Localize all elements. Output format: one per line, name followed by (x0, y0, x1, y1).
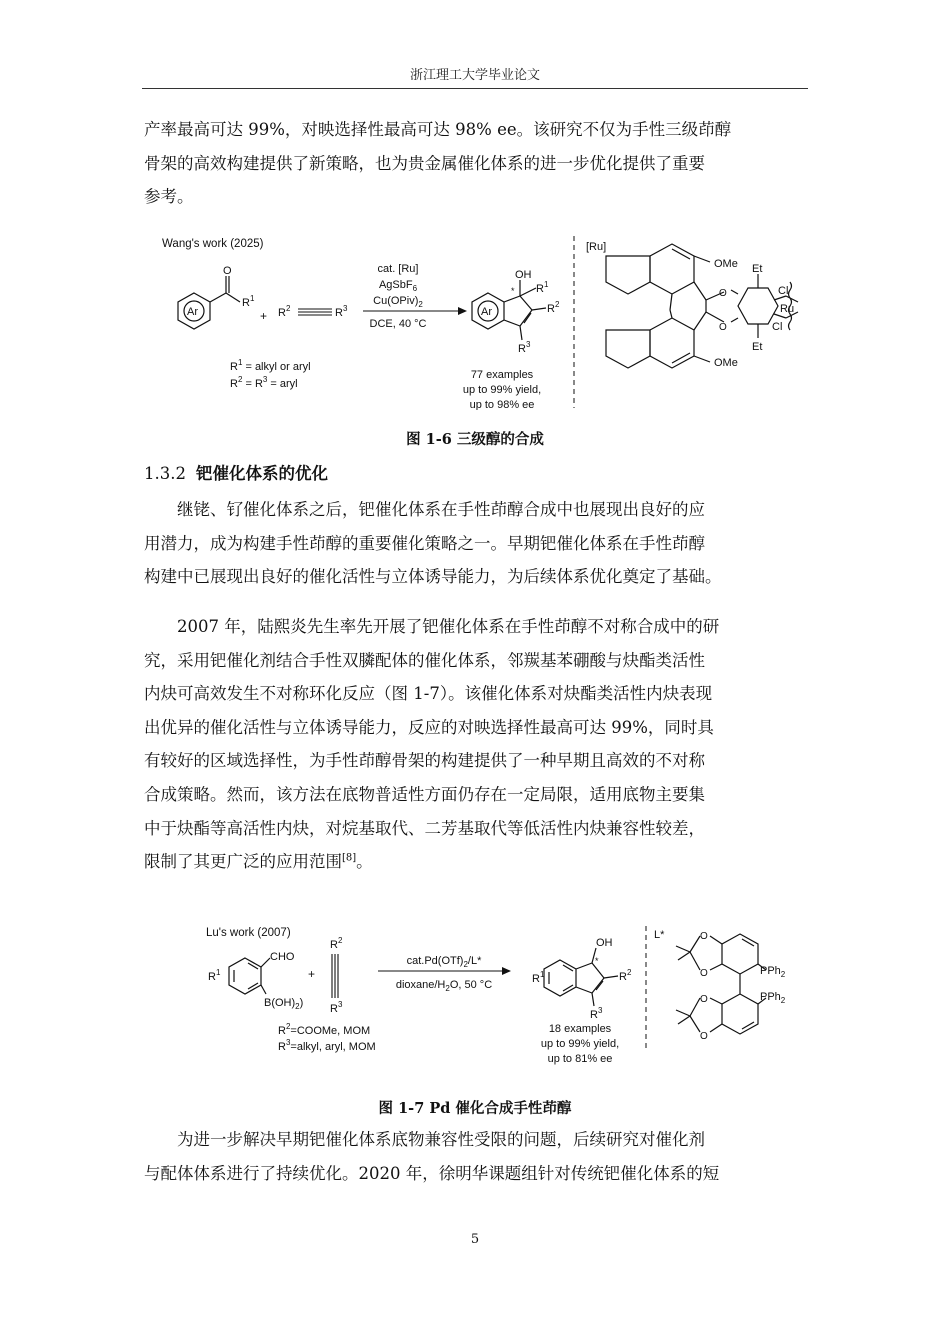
text-line: 骨架的高效构建提供了新策略，也为贵金属催化体系的进一步优化提供了重要 (144, 153, 705, 173)
text-line: 为进一步解决早期钯催化体系底物兼容性受限的问题，后续研究对催化剂 (177, 1130, 705, 1149)
work-label: Wang's work (2025) (162, 238, 264, 250)
vertical-triple-bond (332, 954, 338, 998)
scope-line-1: $R^2=COOMe$, MOM (278, 1022, 371, 1037)
phosphine-bottom: PPh$_2$ (760, 991, 786, 1005)
chloride-bottom: Cl (772, 321, 783, 333)
product-r3: $R^3$ (590, 1006, 603, 1021)
arrow-head (458, 307, 467, 315)
figure-caption-1-6: 图 1-6 三级醇的合成 (406, 431, 544, 448)
section-title: 钯催化体系的优化 (195, 464, 328, 483)
result-ee: up to 81% ee (547, 1053, 613, 1065)
aldehyde-label: CHO (270, 951, 295, 963)
result-yield: up to 99% yield, (462, 384, 542, 396)
text-line: 与配体体系进行了持续优化。2020 年，徐明华课题组针对传统钯催化体系的短 (144, 1163, 720, 1183)
result-yield: up to 99% yield, (540, 1038, 620, 1050)
stereocenter-star: * (595, 956, 599, 966)
condition-oxidant: $Cu(OPiv)_2$ (373, 295, 423, 309)
page-number: 5 (470, 1232, 480, 1247)
reaction-scheme-2 (200, 920, 800, 1070)
ligand-structure (676, 934, 766, 1034)
r1-label: $R^1$ (208, 968, 221, 983)
chloride-top: Cl (778, 285, 789, 297)
product-hydroxyl: OH (515, 269, 532, 281)
text-line: 构建中已展现出良好的催化活性与立体诱导能力，为后续体系优化奠定了基础。 (144, 567, 722, 587)
text-line: 用潜力，成为构建手性茚醇的重要催化策略之一。早期钯催化体系在手性茚醇 (144, 533, 705, 553)
condition-catalyst: cat. [Ru] (377, 263, 419, 275)
header-rule (142, 88, 808, 89)
text-line: 中于炔酯等高活性内炔，对烷基取代、二芳基取代等低活性内炔兼容性较差， (144, 818, 705, 838)
arrow-head (502, 967, 511, 975)
methoxy-bottom: OMe (714, 357, 738, 369)
citation-ref: [8] (342, 852, 357, 864)
plus-sign: + (308, 967, 316, 981)
boronic-acid-label: $B(OH)_2$) (264, 997, 304, 1011)
text-line: 继铑、钌催化体系之后，钯催化体系在手性茚醇合成中也展现出良好的应 (177, 500, 705, 519)
product-r2: $R^2$ (619, 968, 632, 983)
ethyl-top: Et (752, 263, 763, 275)
product-r2: $R^2$ (547, 300, 560, 315)
ketone-substrate (178, 276, 240, 329)
condition-catalyst: $cat.Pd(OTf)_2/L*$ (406, 955, 482, 969)
section-heading (144, 460, 328, 484)
text-line: 出优异的催化活性与立体诱导能力，反应的对映选择性最高可达 99%，同时具 (144, 717, 714, 737)
stereocenter-star: * (511, 286, 515, 296)
aryl-label: Ar (187, 306, 198, 318)
page-header: 浙江理工大学毕业论文 (409, 68, 540, 83)
text-line: 合成策略。然而，该方法在底物普适性方面仍存在一定局限，适用底物主要集 (144, 784, 705, 804)
text-line: 2007 年，陆熙炎先生率先开展了钯催化体系在手性茚醇不对称合成中的研 (177, 617, 720, 636)
text-line: 参考。 (144, 187, 194, 207)
r3-label: $R^3$ (330, 1000, 343, 1015)
text-line: 有较好的区域选择性，为手性茚醇骨架的构建提供了一种早期且高效的不对称 (144, 751, 705, 771)
ligand-oxygen-4: O (700, 1031, 708, 1042)
text-line: 究，采用钯催化剂结合手性双膦配体的催化体系，邻羰基苯硼酸与炔酯类活性 (144, 650, 705, 670)
alkyne-r2: $R^2$ (278, 304, 291, 319)
text-line: 产率最高可达 99%，对映选择性最高可达 98% ee。该研究不仅为手性三级茚醇 (144, 120, 732, 139)
catalyst-label: [Ru] (586, 241, 607, 253)
paragraph-optimization (144, 1123, 806, 1190)
phosphine-top: PPh$_2$ (760, 965, 786, 979)
section-number: 1.3.2 (144, 464, 186, 483)
reaction-scheme-1 (158, 230, 808, 410)
product-r1: $R^1$ (536, 280, 549, 295)
condition-solvent: dioxane/$H_2O$, 50 °C (395, 979, 493, 993)
plus-sign: + (260, 309, 268, 323)
result-examples: 18 examples (548, 1023, 612, 1035)
triple-bond (298, 309, 332, 315)
scope-line-1: $R^1$ = alkyl or aryl (230, 358, 311, 373)
condition-solvent: DCE, 40 °C (369, 318, 427, 330)
result-ee: up to 98% ee (469, 399, 535, 410)
r2-label: $R^2$ (330, 936, 343, 951)
dioxole-oxygen-top: O (719, 288, 727, 299)
product-r1: $R^1$ (532, 970, 545, 985)
scope-line-2: $R^2 = R^3$ = aryl (230, 375, 298, 390)
figure-caption-1-7: 图 1-7 Pd 催化合成手性茚醇 (378, 1100, 572, 1117)
condition-additive: AgSbF$_6$ (378, 279, 418, 293)
ligand-oxygen-3: O (700, 994, 708, 1005)
work-label: Lu's work (2007) (206, 927, 291, 939)
intro-paragraph (144, 113, 806, 214)
product-aryl: Ar (481, 306, 492, 318)
dioxole-oxygen-bottom: O (719, 322, 727, 333)
ligand-oxygen-1: O (700, 931, 708, 942)
paragraph-pd-intro (144, 493, 806, 594)
text-line: 限制了其更广泛的应用范围[8]。 (144, 852, 373, 872)
paragraph-lu-work (144, 610, 806, 879)
text-line: 内炔可高效发生不对称环化反应（图 1-7）。该催化体系对炔酯类活性内炔表现 (144, 684, 713, 704)
result-examples: 77 examples (470, 369, 534, 381)
ru-catalyst-structure (606, 244, 798, 368)
oxygen-label: O (223, 265, 232, 277)
alkyne-r3: $R^3$ (335, 304, 348, 319)
scheme-figure-1-7 (200, 920, 800, 1070)
methoxy-top: OMe (714, 258, 738, 270)
ruthenium-label: Ru (780, 303, 795, 315)
scheme-figure-1-6 (158, 230, 808, 410)
product-r3: $R^3$ (518, 340, 531, 355)
ligand-label: L* (654, 929, 665, 941)
product-hydroxyl: OH (596, 937, 613, 949)
scope-line-2: $R^3=alkyl$, aryl, MOM (278, 1038, 376, 1053)
boronic-acid-substrate (229, 958, 270, 994)
indenol-product (544, 948, 618, 1006)
ethyl-bottom: Et (752, 341, 763, 353)
r1-label: $R^1$ (242, 294, 255, 309)
ligand-oxygen-2: O (700, 968, 708, 979)
